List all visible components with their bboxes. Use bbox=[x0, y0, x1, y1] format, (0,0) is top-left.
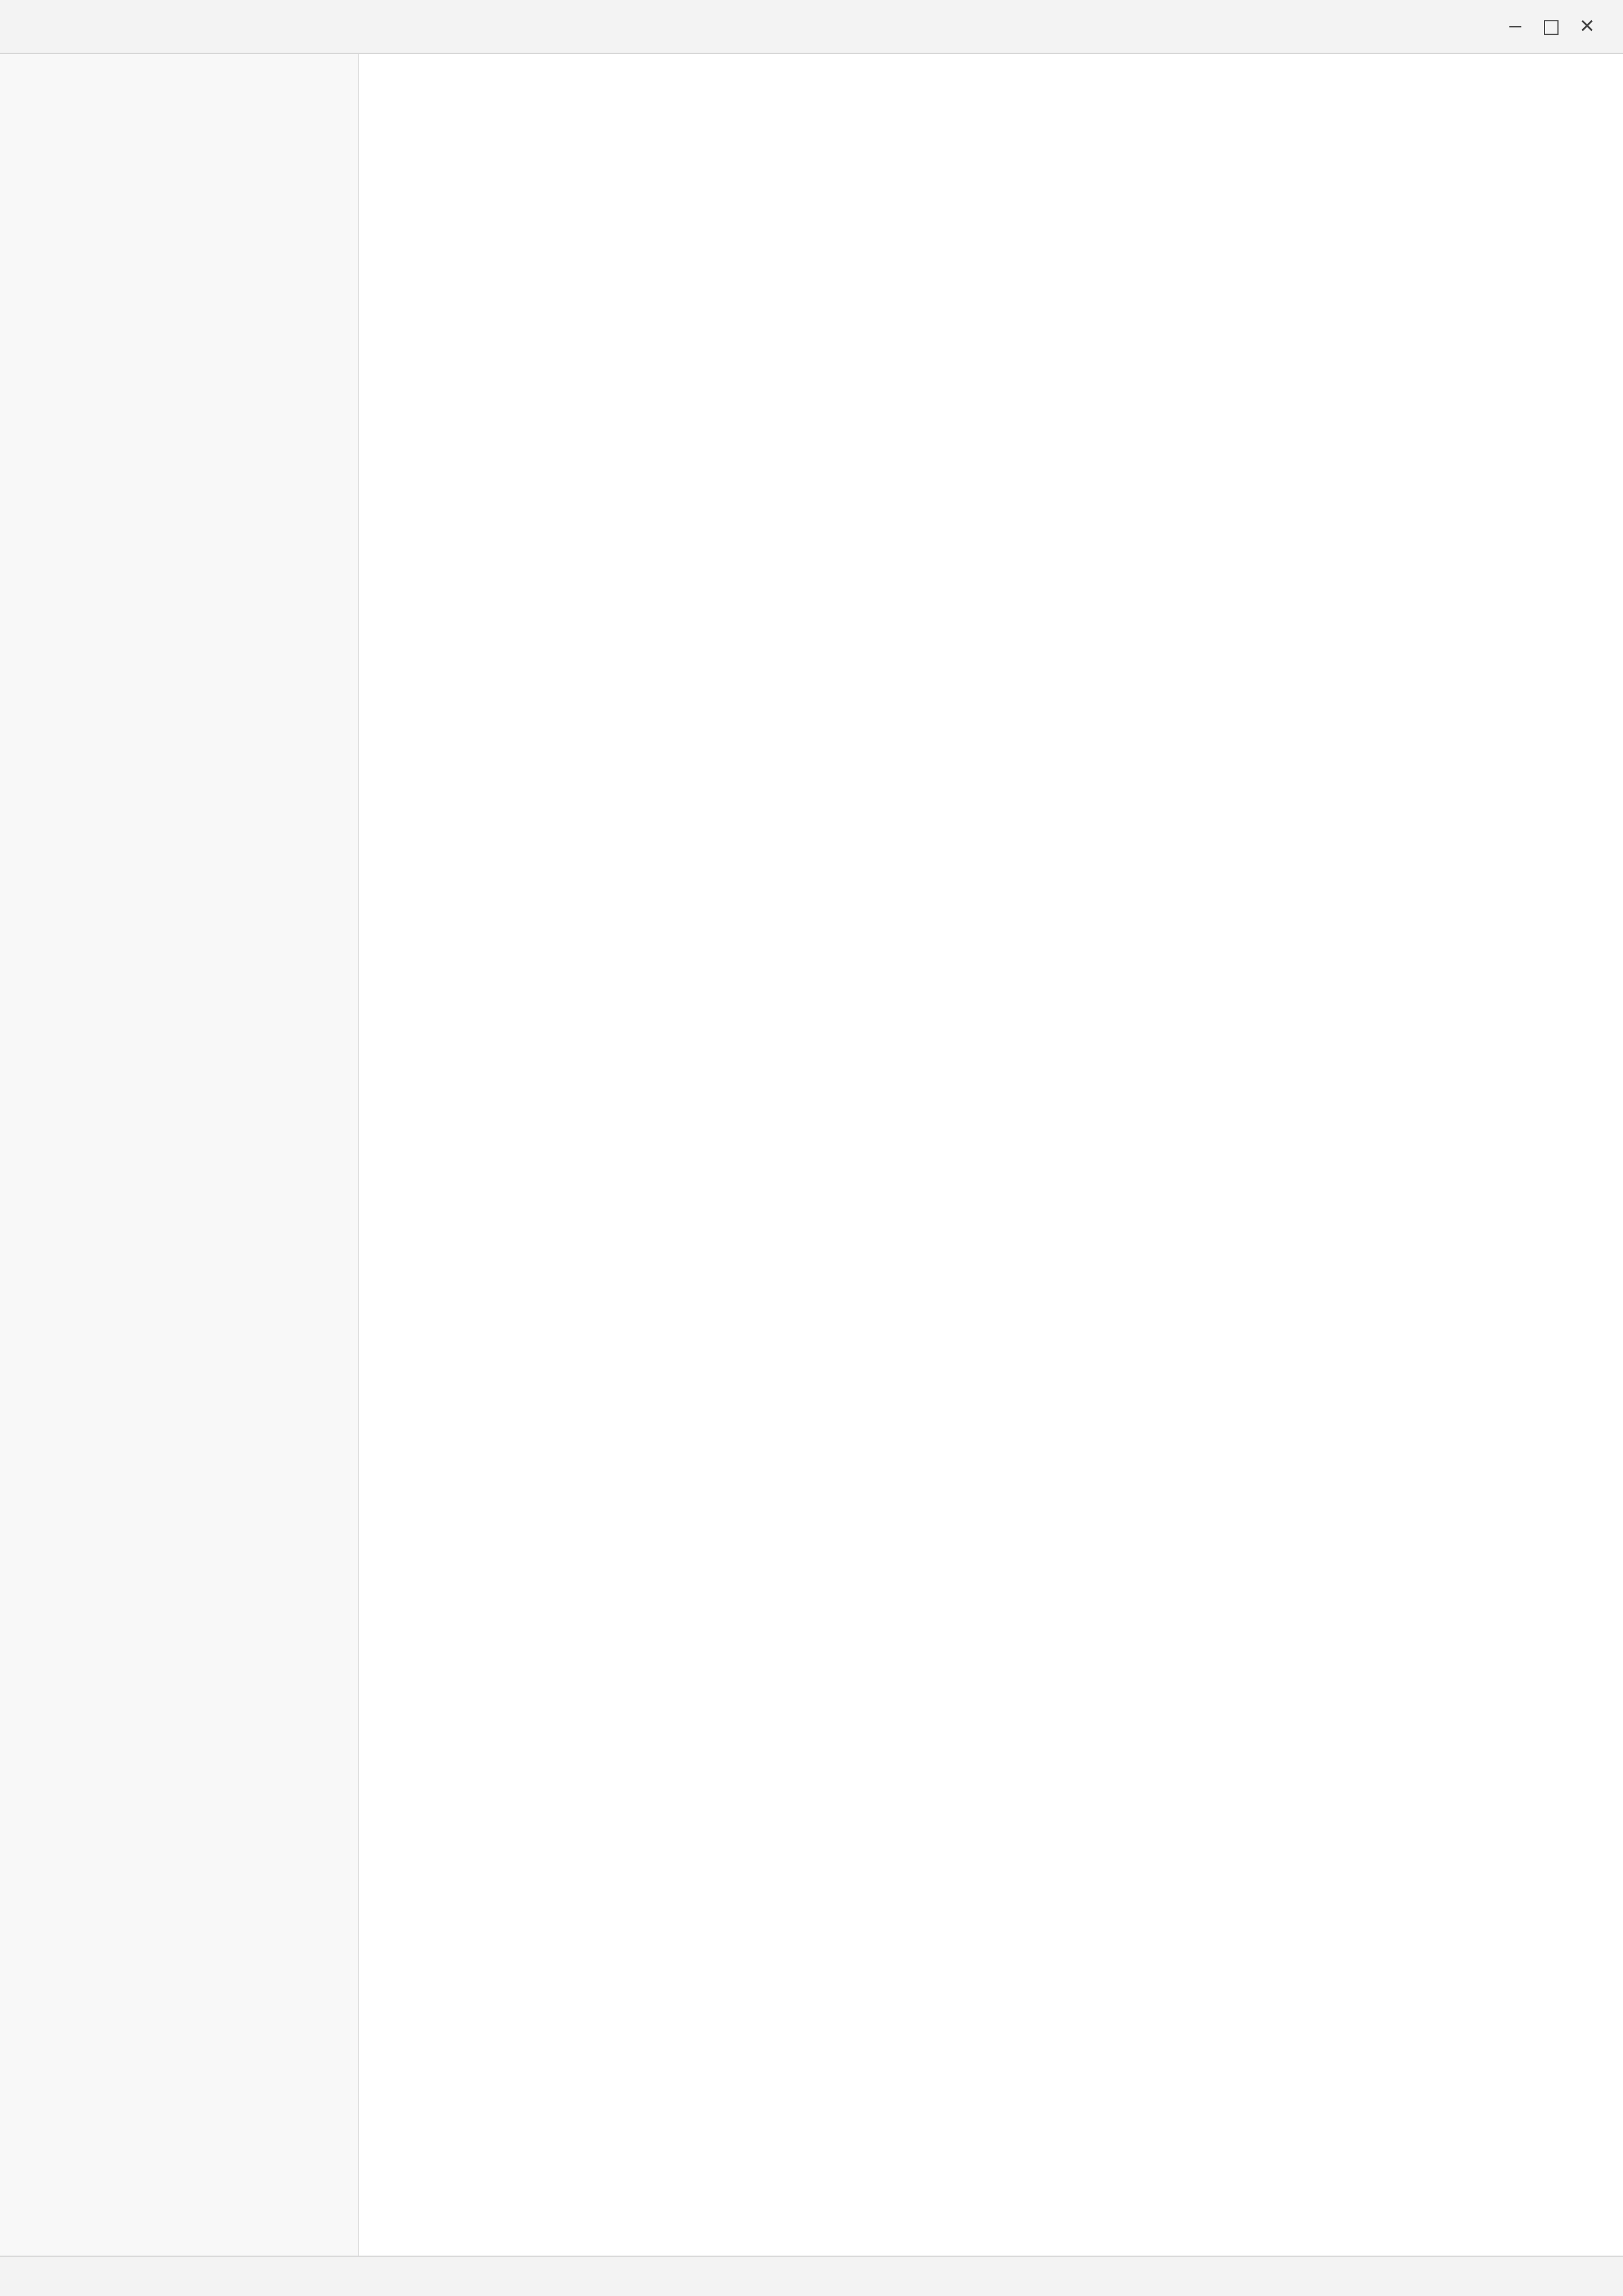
status-bar bbox=[0, 2256, 1623, 2296]
main-content bbox=[359, 54, 1623, 2256]
sidebar bbox=[0, 54, 359, 2256]
app-body bbox=[0, 54, 1623, 2256]
minimize-icon[interactable]: − bbox=[1507, 15, 1524, 38]
title-bar bbox=[0, 0, 1623, 54]
close-icon[interactable]: ✕ bbox=[1579, 15, 1596, 38]
maximize-icon[interactable]: □ bbox=[1542, 15, 1561, 38]
